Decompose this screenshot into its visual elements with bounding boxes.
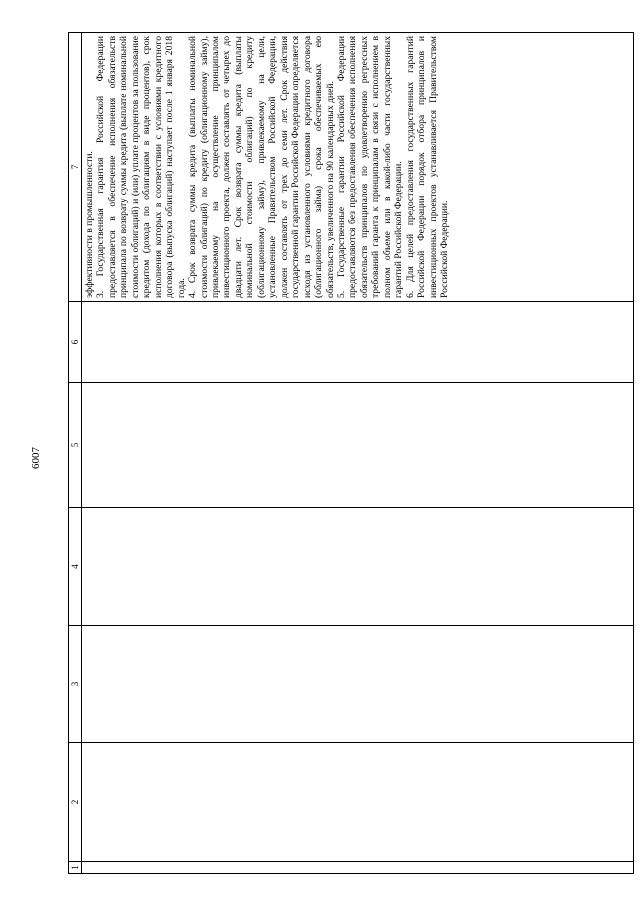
table-body-row bbox=[82, 33, 633, 873]
paragraph-3: 3. Государственная гарантия Российской Федерации предоставляется в обеспечение исполнения обязательств принципала по возврату суммы кредита (выплате номинальной стоимости облигаций) и (или) уплате процентов за пользование кредитом (дохода по облигациям в виде процентов), срок исполнения которых в соответствии с условиями кредитного договора (выпуска облигаций) наступает после 1 января 2018 года. bbox=[95, 36, 187, 298]
column-header-2: 2 bbox=[69, 742, 81, 861]
table-header-row bbox=[69, 33, 82, 873]
paragraph-5: 5. Государственные гарантии Российской Федерации предоставляются без предоставления обеспечения исполнения обязательств принципалов по удовлетворению регрессных требований гаранта к принципалам в связи с исполнением в полном объеме или в какой-либо части государственных гарантий Российской Федерации. bbox=[335, 36, 405, 298]
cell-col-2 bbox=[82, 742, 633, 861]
document-table bbox=[68, 32, 634, 874]
column-header-1: 1 bbox=[69, 861, 81, 873]
column-header-5: 5 bbox=[69, 382, 81, 507]
paragraph-continuation: эффективности в промышленности. bbox=[84, 151, 95, 298]
paragraph-6: 6. Для целей предоставления государственных гарантий Российской Федерации порядок отбора принципалов и инвестиционных проектов устанавливается Правительством Российской Федерации. bbox=[404, 36, 451, 298]
cell-col-4 bbox=[82, 507, 633, 625]
rotated-table-container bbox=[68, 32, 634, 874]
cell-col-7-text bbox=[82, 33, 633, 301]
cell-col-5 bbox=[82, 382, 633, 507]
column-header-7: 7 bbox=[70, 164, 80, 170]
column-header-3: 3 bbox=[69, 625, 81, 742]
cell-col-1 bbox=[82, 861, 633, 873]
column-header-4: 4 bbox=[69, 507, 81, 625]
page-number: 6007 bbox=[30, 447, 42, 469]
column-header-6: 6 bbox=[69, 301, 81, 382]
cell-col-6 bbox=[82, 301, 633, 382]
cell-col-3 bbox=[82, 625, 633, 742]
paragraph-4: 4. Срок возврата суммы кредита (выплаты номинальной стоимости облигаций) по кредиту (облигационному займу), привлекаемому на осуществление принципалом инвестиционного проекта, должен составлять от четырех до двадцати лет. Срок возврата суммы кредита (выплаты номинальной стоимости облигаций) по кредиту (облигационному займу), привлекаемому на цели, установленные Правительством Российской Федерации, должен составлять от трех до семи лет. Срок действия государственной гарантии Российской Федерации определяется исходя из установленного условиями кредитного договора (облигационного займа) срока обеспечиваемых ею обязательств, увеличенного на 90 календарных дней. bbox=[187, 36, 336, 298]
